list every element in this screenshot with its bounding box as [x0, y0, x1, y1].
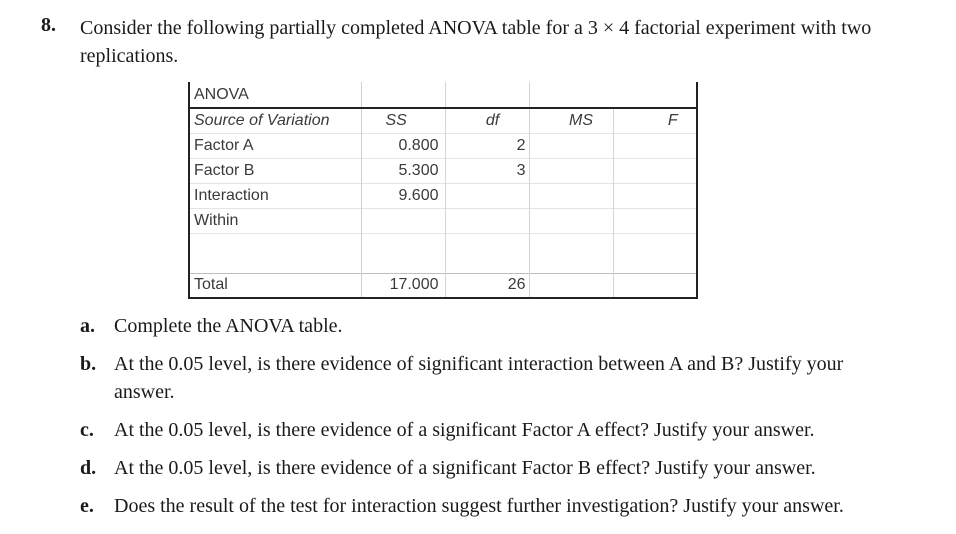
header-f: F — [613, 108, 697, 133]
part-text: Complete the ANOVA table. — [114, 315, 343, 337]
row-df — [445, 183, 529, 208]
table-row — [189, 158, 697, 183]
part-label: b. — [80, 353, 97, 375]
table-row — [189, 133, 697, 158]
row-ms — [529, 133, 613, 158]
row-ss: 9.600 — [361, 183, 445, 208]
part-text: At the 0.05 level, is there evidence of a significant Factor B effect? Justify your answer. — [114, 457, 816, 479]
row-f — [613, 158, 697, 183]
total-f — [613, 273, 697, 298]
row-ss — [361, 208, 445, 233]
row-ms — [529, 183, 613, 208]
part-text: Does the result of the test for interaction suggest further investigation? Justify your answer. — [114, 495, 844, 517]
row-source: Within — [189, 208, 361, 233]
row-ss: 5.300 — [361, 158, 445, 183]
anova-table — [188, 82, 698, 299]
anova-title: ANOVA — [189, 82, 361, 108]
row-source: Factor A — [189, 133, 361, 158]
total-ss: 17.000 — [361, 273, 445, 298]
row-df — [445, 208, 529, 233]
row-source: Interaction — [189, 183, 361, 208]
question-text: Consider the following partially completed ANOVA table for a 3 × 4 factorial experiment with two replications. — [80, 17, 872, 67]
part-label: a. — [80, 315, 95, 337]
total-df: 26 — [445, 273, 529, 298]
row-ms — [529, 158, 613, 183]
row-f — [613, 183, 697, 208]
header-df: df — [445, 108, 529, 133]
table-row — [189, 183, 697, 208]
row-df: 3 — [445, 158, 529, 183]
total-ms — [529, 273, 613, 298]
row-ss: 0.800 — [361, 133, 445, 158]
part-text: At the 0.05 level, is there evidence of significant interaction between A and B? Justify your answer. — [114, 353, 844, 403]
row-df: 2 — [445, 133, 529, 158]
question-number: 8. — [41, 14, 56, 36]
row-f — [613, 133, 697, 158]
total-source: Total — [189, 273, 361, 298]
row-source: Factor B — [189, 158, 361, 183]
header-ss: SS — [361, 108, 445, 133]
row-f — [613, 208, 697, 233]
header-source: Source of Variation — [189, 108, 361, 133]
part-label: c. — [80, 419, 94, 441]
part-text: At the 0.05 level, is there evidence of a significant Factor A effect? Justify your answer. — [114, 419, 815, 441]
blank-row — [189, 233, 697, 273]
part-label: e. — [80, 495, 94, 517]
table-row — [189, 208, 697, 233]
row-ms — [529, 208, 613, 233]
part-label: d. — [80, 457, 97, 479]
total-row — [189, 273, 697, 298]
anova-header-row — [189, 108, 697, 133]
anova-title-row — [189, 82, 697, 108]
header-ms: MS — [529, 108, 613, 133]
